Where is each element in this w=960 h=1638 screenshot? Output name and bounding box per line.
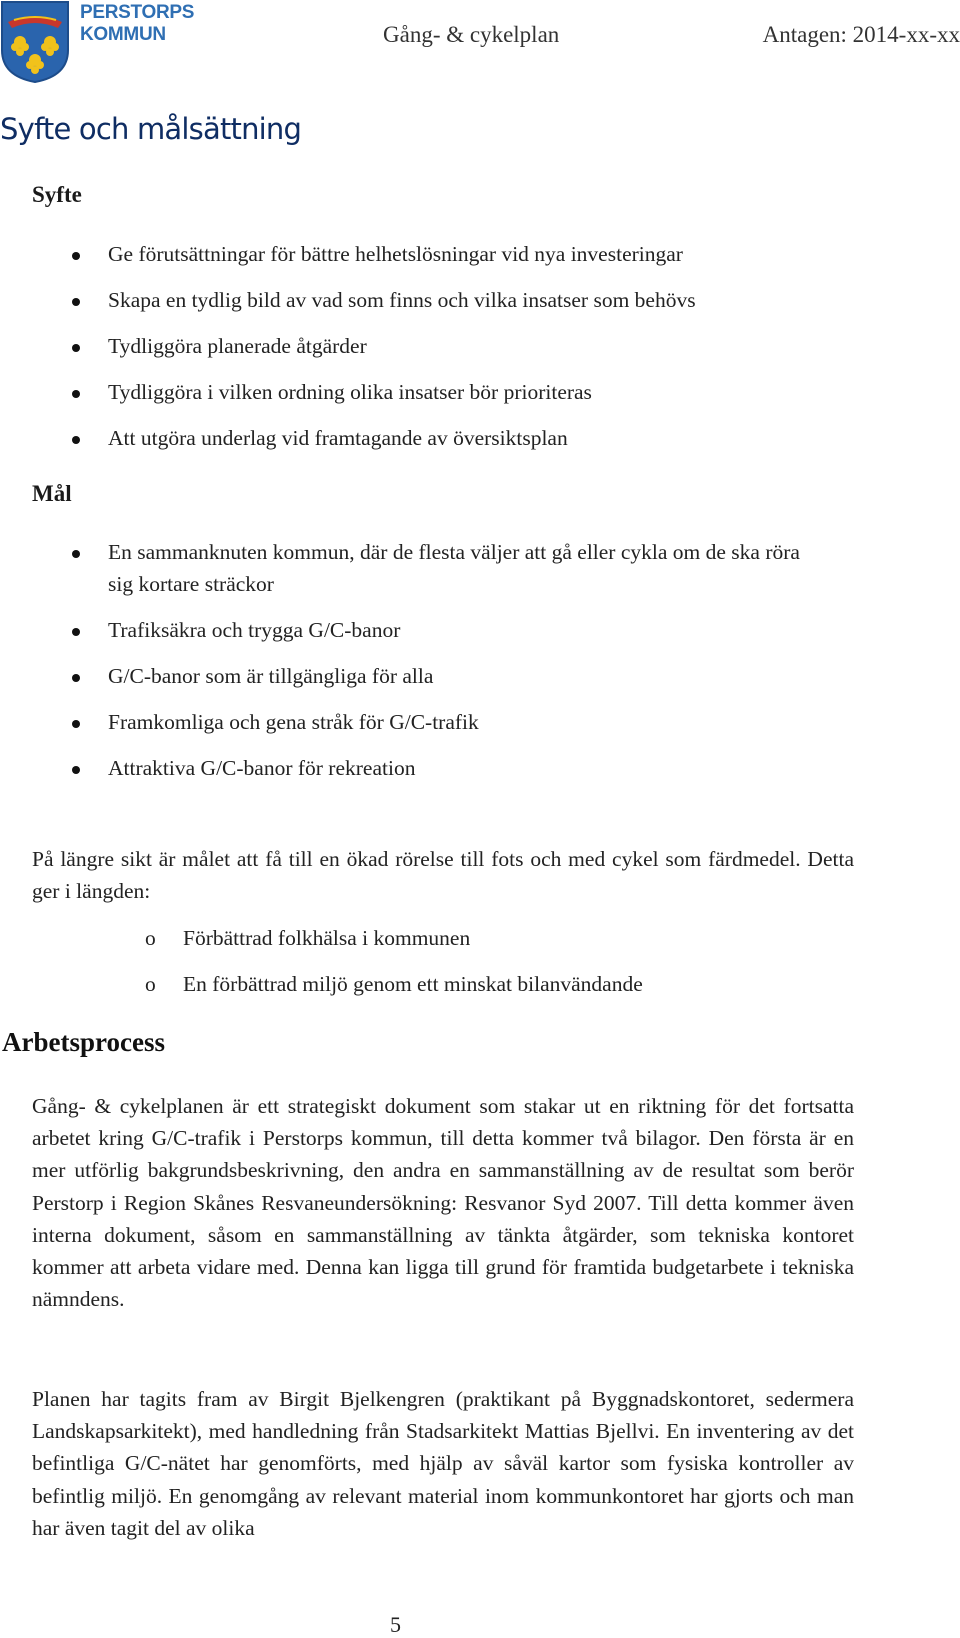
list-item: Tydliggöra i vilken ordning olika insatser bör prioriteras bbox=[0, 376, 828, 408]
bullet-icon bbox=[72, 766, 80, 774]
document-title: Gång- & cykelplan bbox=[383, 22, 560, 47]
bullet-icon bbox=[72, 436, 80, 444]
bullet-icon bbox=[72, 674, 80, 682]
bullet-icon bbox=[72, 252, 80, 260]
list-item: Skapa en tydlig bild av vad som finns och vilka insatser som behövs bbox=[0, 284, 828, 316]
paragraph-arbetsprocess-2: Planen har tagits fram av Birgit Bjelkengren (praktikant på Byggnadskontoret, sedermera Landskapsarkitekt), med handledning från Stadsarkitekt Mattias Bjellvi. En inventering av det befintliga G/C-nätet har genomförts, med hjälp av såväl kartor som fysiska kontroller av befintlig miljö. En genomgång av relevant material inom kommunkontoret har gjorts och man har även tagit del av olika bbox=[32, 1387, 854, 1540]
subheading-syfte: Syfte bbox=[32, 182, 82, 207]
logo-wordmark bbox=[80, 2, 194, 46]
mal-list bbox=[0, 536, 828, 784]
bullet-icon bbox=[72, 550, 80, 558]
list-item: Framkomliga och gena stråk för G/C-trafik bbox=[0, 706, 828, 738]
list-item: o Förbättrad folkhälsa i kommunen bbox=[0, 922, 643, 954]
circle-bullet-icon: o bbox=[145, 972, 156, 996]
page-number: 5 bbox=[390, 1612, 401, 1637]
subheading-mal: Mål bbox=[32, 481, 72, 506]
logo-line-1: PERSTORPS bbox=[80, 2, 195, 23]
municipality-logo bbox=[0, 0, 195, 88]
section-heading-arbetsprocess: Arbetsprocess bbox=[2, 1027, 165, 1057]
bullet-icon bbox=[72, 390, 80, 398]
bullet-icon bbox=[72, 720, 80, 728]
list-item: Attraktiva G/C-banor för rekreation bbox=[0, 752, 828, 784]
syfte-list bbox=[0, 238, 828, 454]
document-status: Antagen: 2014-xx-xx bbox=[762, 22, 960, 47]
coat-of-arms-icon bbox=[0, 0, 70, 84]
list-item: Tydliggöra planerade åtgärder bbox=[0, 330, 828, 362]
section-heading-syfte-och-malsattning: Syfte och målsättning bbox=[0, 112, 302, 146]
circle-bullet-icon: o bbox=[145, 926, 156, 950]
list-item: En sammanknuten kommun, där de flesta väljer att gå eller cykla om de ska röra sig kortare sträckor bbox=[0, 536, 828, 600]
list-item: o En förbättrad miljö genom ett minskat bilanvändande bbox=[0, 968, 643, 1000]
bullet-icon bbox=[72, 298, 80, 306]
bullet-icon bbox=[72, 344, 80, 352]
mal-sub-list bbox=[0, 922, 643, 1000]
list-item: Att utgöra underlag vid framtagande av översiktsplan bbox=[0, 422, 828, 454]
list-item: Ge förutsättningar för bättre helhetslösningar vid nya investeringar bbox=[0, 238, 828, 270]
list-item: G/C-banor som är tillgängliga för alla bbox=[0, 660, 828, 692]
bullet-icon bbox=[72, 628, 80, 636]
list-item: Trafiksäkra och trygga G/C-banor bbox=[0, 614, 828, 646]
paragraph-arbetsprocess-1: Gång- & cykelplanen är ett strategiskt dokument som stakar ut en riktning för det fortsatta arbetet kring G/C-trafik i Perstorps kommun, till detta kommer två bilagor. Den första är en mer utförlig bakgrundsbeskrivning, den andra en sammanställning av de resultat som berör Perstorp i Region Skånes Resvaneundersökning: Resvanor Syd 2007. Till detta kommer även interna dokument, såsom en sammanställning av tänkta åtgärder, som tekniska kontoret kommer att arbeta vidare med. Denna kan ligga till grund för framtida budgetarbete i tekniska nämndens. bbox=[32, 1094, 854, 1312]
logo-line-2: KOMMUN bbox=[80, 24, 166, 45]
paragraph-mal-long-term: På längre sikt är målet att få till en ökad rörelse till fots och med cykel som färdmedel. Detta ger i längden: bbox=[32, 847, 854, 904]
